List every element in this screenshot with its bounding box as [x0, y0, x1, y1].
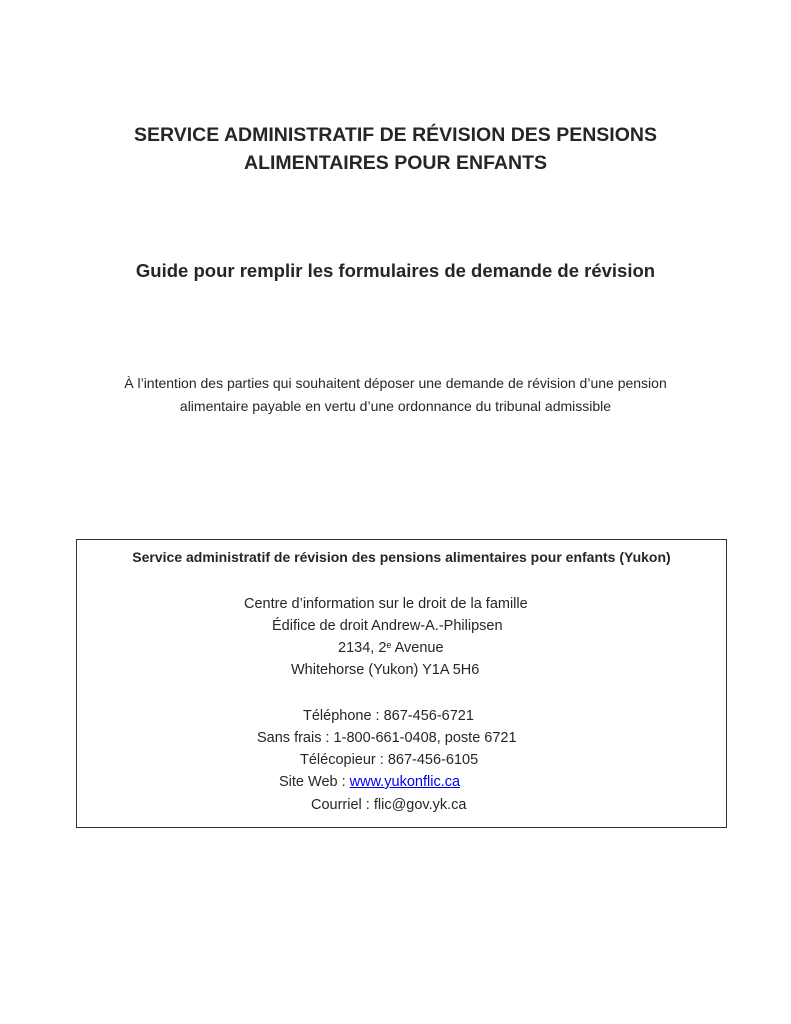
contact-building: Édifice de droit Andrew-A.-Philipsen [272, 618, 503, 634]
website-label: Site Web : [279, 774, 350, 790]
website-link[interactable]: www.yukonflic.ca [349, 774, 461, 790]
intro-paragraph [0, 372, 791, 418]
address-number: 2134, 2 [338, 640, 387, 656]
contact-fax: Télécopieur : 867-456-6105 [300, 752, 479, 768]
contact-centre: Centre d’information sur le droit de la famille [244, 596, 528, 612]
contact-city: Whitehorse (Yukon) Y1A 5H6 [291, 662, 480, 678]
contact-phone: Téléphone : 867-456-6721 [303, 708, 474, 724]
intro-line-2: alimentaire payable en vertu d’une ordonnance du tribunal admissible [179, 398, 612, 414]
address-superscript: e [386, 640, 392, 650]
document-title-line-1: SERVICE ADMINISTRATIF DE RÉVISION DES PENSIONS [134, 124, 657, 146]
contact-toll-free: Sans frais : 1-800-661-0408, poste 6721 [257, 730, 517, 746]
contact-address [338, 638, 444, 658]
document-subtitle: Guide pour remplir les formulaires de demande de révision [135, 260, 656, 281]
contact-email: Courriel : flic@gov.yk.ca [311, 797, 467, 813]
document-title-line-2: ALIMENTAIRES POUR ENFANTS [244, 152, 547, 174]
contact-heading: Service administratif de révision des pensions alimentaires pour enfants (Yukon) [132, 549, 671, 565]
intro-line-1: À l’intention des parties qui souhaitent déposer une demande de révision d’une pension [124, 375, 667, 391]
address-street: Avenue [391, 640, 444, 656]
contact-box [76, 539, 727, 828]
contact-website [279, 772, 460, 792]
document-title [0, 121, 791, 177]
